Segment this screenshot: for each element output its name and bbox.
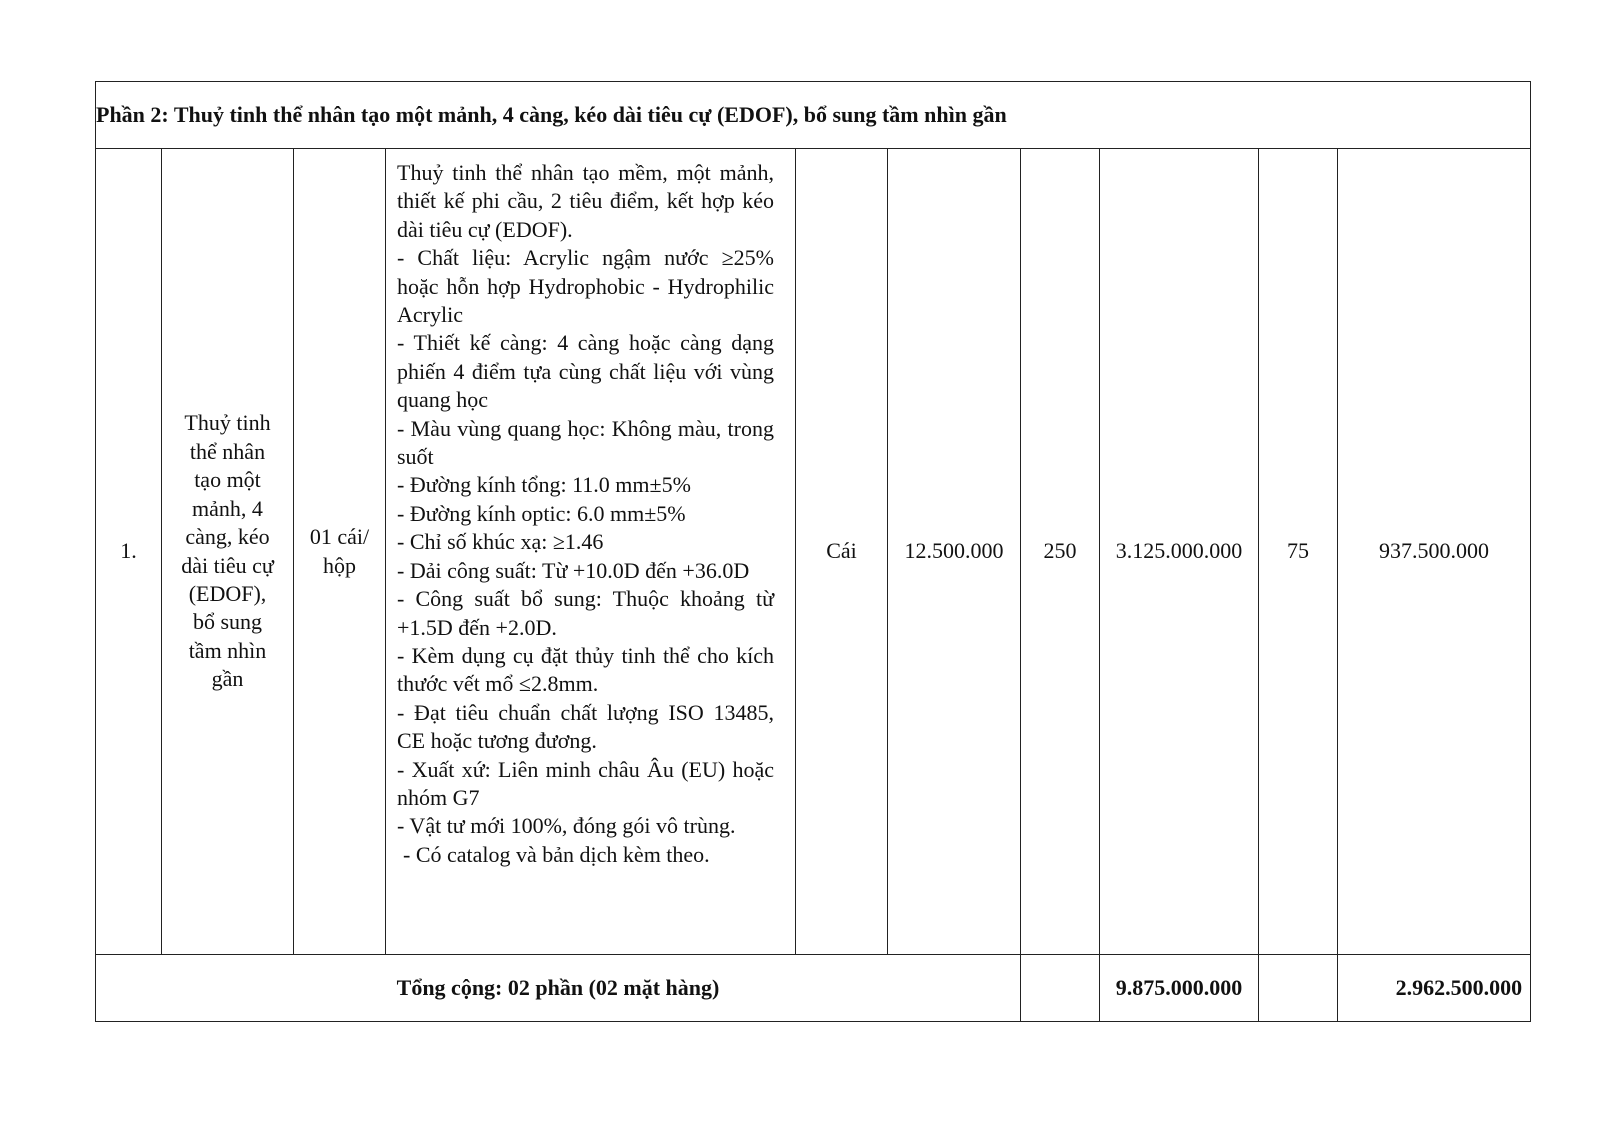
spec-line: - Vật tư mới 100%, đóng gói vô trùng. xyxy=(397,813,736,839)
item-name-line: (EDOF), xyxy=(188,580,267,606)
item-name-line: thể nhân xyxy=(189,438,266,464)
item-name-line: dài tiêu cự xyxy=(181,552,274,578)
spec-line: - Dải công suất: Từ +10.0D đến +36.0D xyxy=(397,557,750,583)
spec-line: - Đường kính optic: 6.0 mm±5% xyxy=(397,500,686,526)
item-index: 1. xyxy=(96,149,162,955)
spec-line: - Chất liệu: Acrylic ngậm nước ≥25% hoặc hỗn hợp Hydrophobic - Hydrophilic Acrylic xyxy=(397,245,774,328)
item-name-line: mảnh, 4 xyxy=(192,495,263,521)
section-title: Phần 2: Thuỷ tinh thể nhân tạo một mảnh, 4 càng, kéo dài tiêu cự (EDOF), bổ sung tầm nhìn gần xyxy=(96,82,1531,149)
packaging-line: 01 cái/ xyxy=(309,524,370,550)
section-header-row xyxy=(96,82,1531,149)
total-label: Tổng cộng: 02 phần (02 mặt hàng) xyxy=(96,955,1021,1022)
item-packaging xyxy=(294,149,386,955)
item-value: 937.500.000 xyxy=(1338,149,1531,955)
item-unit: Cái xyxy=(796,149,888,955)
spec-line: - Kèm dụng cụ đặt thủy tinh thể cho kích thước vết mổ ≤2.8mm. xyxy=(397,642,774,697)
table-row xyxy=(96,149,1531,955)
spec-line: - Đường kính tổng: 11.0 mm±5% xyxy=(397,472,691,498)
spec-line: - Đạt tiêu chuẩn chất lượng ISO 13485, CE hoặc tương đương. xyxy=(397,699,774,754)
item-name-line: tầm nhìn xyxy=(188,637,267,663)
item-amount: 3.125.000.000 xyxy=(1100,149,1259,955)
item-name-line: Thuỷ tinh xyxy=(184,410,271,436)
total-row xyxy=(96,955,1531,1022)
items-table xyxy=(95,81,1531,1022)
item-specification xyxy=(386,149,796,955)
spec-line: - Màu vùng quang học: Không màu, trong suốt xyxy=(397,415,774,470)
spec-line: - Chỉ số khúc xạ: ≥1.46 xyxy=(397,529,604,555)
spec-line: - Thiết kế càng: 4 càng hoặc càng dạng phiến 4 điểm tựa cùng chất liệu với vùng quang học xyxy=(397,330,774,413)
item-percent: 75 xyxy=(1259,149,1338,955)
item-name xyxy=(162,149,294,955)
total-value: 2.962.500.000 xyxy=(1338,955,1531,1022)
total-percent-empty xyxy=(1259,955,1338,1022)
item-name-line: càng, kéo xyxy=(185,524,270,550)
total-amount: 9.875.000.000 xyxy=(1100,955,1259,1022)
total-quantity-empty xyxy=(1021,955,1100,1022)
spec-line: - Công suất bổ sung: Thuộc khoảng từ +1.5D đến +2.0D. xyxy=(397,586,774,640)
spec-line: - Xuất xứ: Liên minh châu Âu (EU) hoặc nhóm G7 xyxy=(397,756,774,810)
spec-line: Thuỷ tinh thể nhân tạo mềm, một mảnh, thiết kế phi cầu, 2 tiêu điểm, kết hợp kéo dài tiêu cự (EDOF). xyxy=(397,160,774,242)
item-name-line: gần xyxy=(211,666,244,692)
item-name-line: tạo một xyxy=(194,467,261,493)
spec-line: - Có catalog và bản dịch kèm theo. xyxy=(403,841,710,867)
item-unit-price: 12.500.000 xyxy=(888,149,1021,955)
packaging-line: hộp xyxy=(323,552,356,578)
item-name-line: bổ sung xyxy=(192,609,263,635)
item-quantity: 250 xyxy=(1021,149,1100,955)
